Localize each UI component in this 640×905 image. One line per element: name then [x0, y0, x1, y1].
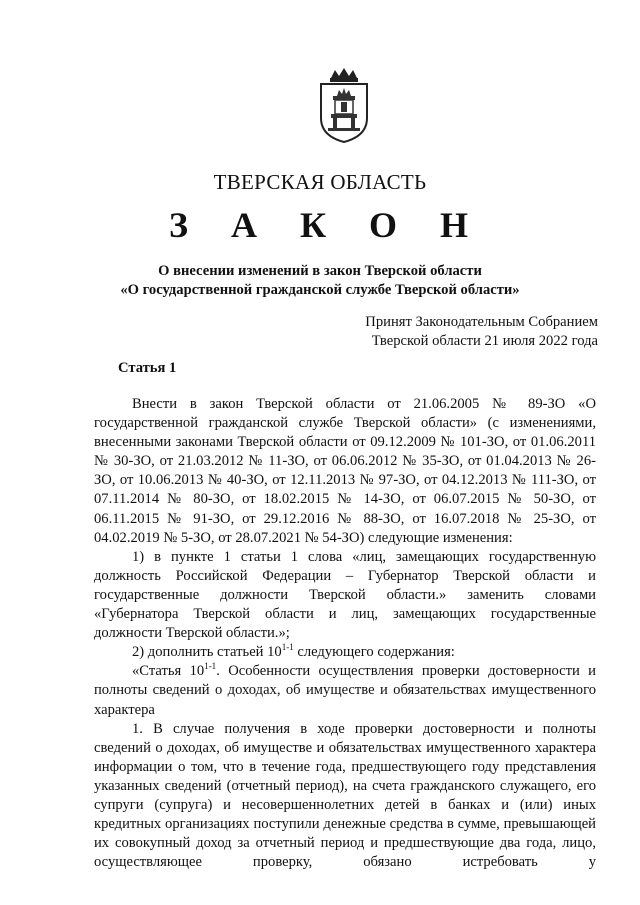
adoption-line1: Принят Законодательным Собранием	[365, 314, 598, 330]
article-heading-text: «Статья 10	[132, 663, 205, 680]
item-2-text-end: следующего содержания:	[293, 644, 455, 661]
paragraph-item-2	[94, 643, 596, 662]
adoption-note	[365, 313, 598, 351]
paragraph-clause-1: 1. В случае получения в ходе проверки достоверности и полноты сведений о доходах, об имуществе и обязательствах имущественного характера информации о том, что в течение года, предшествующего году представления указанных сведений (отчетный период), на счета гражданского служащего, его супруги (супруга) и несовершеннолетних детей в банках и (или) иных кредитных организациях поступили денежные средства в сумме, превышающей их совокупный доход за отчетный период и предшествующие два года, лицо, осуществляющее проверку, обязано истребовать у	[94, 720, 596, 871]
law-title	[0, 262, 640, 300]
paragraph-intro: Внести в закон Тверской области от 21.06.2005 № 89-ЗО «О государственной гражданской службе Тверской области» (с изменениями, внесенными законами Тверской области от 09.12.2009 № 101-ЗО, от 01.06.2011 № 30-ЗО, от 21.03.2012 № 11-ЗО, от 06.06.2012 № 35-ЗО, от 01.04.2013 № 26-ЗО, от 10.06.2013 № 40-ЗО, от 12.11.2013 № 97-ЗО, от 04.12.2013 № 111-ЗО, от 07.11.2014 № 80-ЗО, от 18.02.2015 № 14-ЗО, от 06.07.2015 № 50-ЗО, от 06.11.2015 № 91-ЗО, от 29.12.2016 № 88-ЗО, от 16.07.2018 № 25-ЗО, от 04.02.2019 № 5-ЗО, от 28.07.2021 № 54-ЗО) следующие изменения:	[94, 396, 596, 546]
paragraph-item-1: 1) в пункте 1 статьи 1 слова «лиц, замещающих государственную должность Российской Федерации – Губернатор Тверской области и государственные должности Тверской области.» заменить словами «Губернатора Тверской области и лиц, замещающих государственные должности Тверской области.»;	[94, 548, 596, 642]
region-name: ТВЕРСКАЯ ОБЛАСТЬ	[213, 170, 427, 194]
tver-coat-of-arms-emblem	[311, 66, 377, 144]
article-heading-text-end: . Особенности осуществления проверки достоверности и полноты сведений о доходах, об имуществе и обязательствах имущественного характера	[94, 663, 596, 718]
paragraph-article-heading	[94, 662, 596, 719]
item-2-text: 2) дополнить статьей 10	[132, 644, 282, 661]
law-title-line1: О внесении изменений в закон Тверской области	[158, 263, 482, 279]
law-title-line2: «О государственной гражданской службе Тверской области»	[120, 282, 520, 298]
article-heading-superscript: 1-1	[204, 661, 217, 672]
item-2-superscript: 1-1	[281, 642, 294, 653]
document-body	[94, 395, 596, 872]
article-heading: Статья 1	[118, 360, 177, 376]
document-type: З А К О Н	[168, 205, 486, 245]
adoption-line2: Тверской области 21 июля 2022 года	[371, 333, 598, 349]
